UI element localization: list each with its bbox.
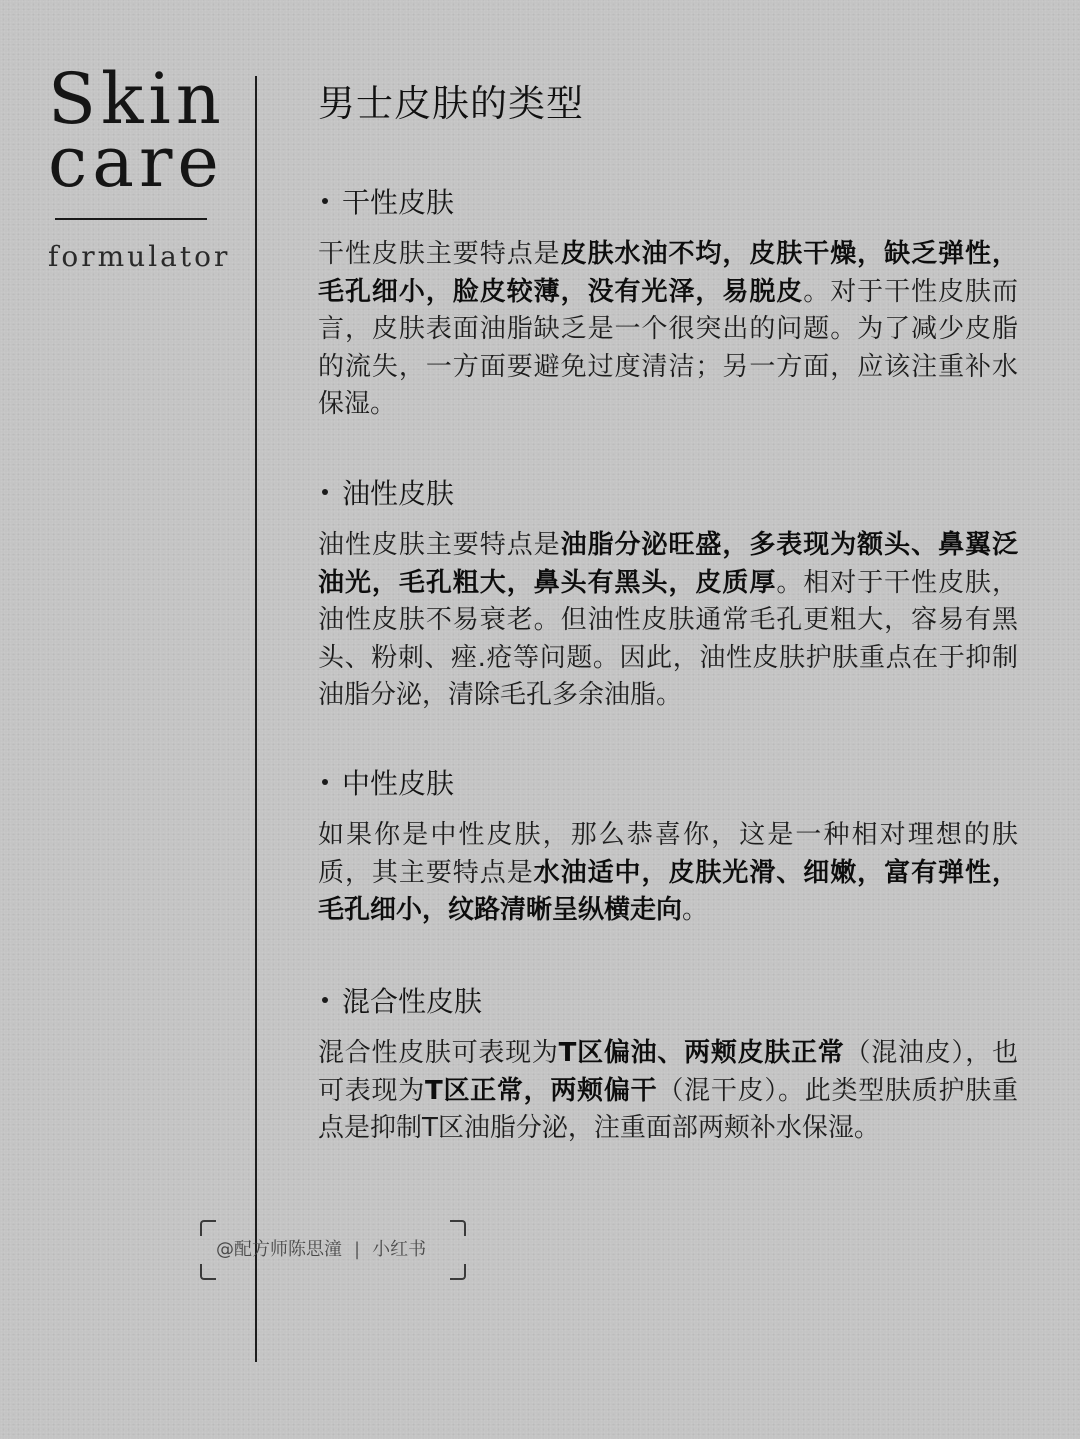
page-title: 男士皮肤的类型 — [318, 82, 584, 125]
body-emphasis: 水油适中，皮肤光滑、细嫩，富有弹性，毛孔细小，纹路清晰呈纵横走向 — [318, 857, 1018, 925]
section-heading-text: 油性皮肤 — [342, 477, 455, 510]
body-text: （混油皮），也可表现为 — [318, 1038, 1018, 1106]
watermark-text — [216, 1238, 426, 1262]
brand-underline — [55, 218, 207, 220]
section-body — [318, 1035, 1018, 1148]
body-text: 混合性皮肤可表现为 — [318, 1038, 559, 1068]
bullet-dot-icon — [322, 779, 328, 785]
watermark — [200, 1220, 466, 1280]
brand-subtitle: formulator — [48, 240, 231, 273]
body-text: 干性皮肤主要特点是 — [318, 239, 561, 269]
section-body — [318, 817, 1018, 930]
section-heading — [318, 183, 1018, 223]
bullet-dot-icon — [322, 997, 328, 1003]
brand-logo — [48, 58, 231, 273]
bullet-dot-icon — [322, 198, 328, 204]
body-emphasis: 油脂分泌旺盛，多表现为额头、鼻翼泛油光，毛孔粗大，鼻头有黑头，皮质厚 — [318, 530, 1018, 598]
body-text: 油性皮肤主要特点是 — [318, 530, 561, 560]
section-heading-text: 中性皮肤 — [342, 767, 455, 800]
bullet-dot-icon — [322, 489, 328, 495]
watermark-author: @配方师陈思潼 — [216, 1239, 342, 1260]
body-emphasis: 皮肤水油不均，皮肤干燥，缺乏弹性，毛孔细小，脸皮较薄，没有光泽，易脱皮 — [318, 239, 1018, 307]
body-text: （混干皮）。此类型肤质护肤重点是抑制T区油脂分泌，注重面部两颊补水保湿。 — [318, 1075, 1018, 1143]
section-heading — [318, 764, 1018, 804]
body-text: 。对于干性皮肤而言，皮肤表面油脂缺乏是一个很突出的问题。为了减少皮脂的流失，一方面要避免过度清洁；另一方面，应该注重补水保湿。 — [318, 276, 1018, 419]
section-body — [318, 236, 1018, 424]
body-text: 如果你是中性皮肤，那么恭喜你，这是一种相对理想的肤质，其主要特点是 — [318, 820, 1018, 888]
body-text: 。 — [682, 895, 709, 925]
body-text: 。相对于干性皮肤，油性皮肤不易衰老。但油性皮肤通常毛孔更粗大，容易有黑头、粉刺、痤.疮等问题。因此，油性皮肤护肤重点在于抑制油脂分泌，清除毛孔多余油脂。 — [318, 567, 1018, 710]
section-dry-skin — [318, 183, 1018, 424]
bracket-corner-icon — [450, 1264, 466, 1280]
section-body — [318, 527, 1018, 715]
bracket-corner-icon — [200, 1220, 216, 1236]
section-heading — [318, 982, 1018, 1022]
vertical-divider — [255, 76, 257, 1362]
bracket-corner-icon — [200, 1264, 216, 1280]
section-normal-skin — [318, 764, 1018, 930]
section-heading — [318, 474, 1018, 514]
watermark-separator: | — [354, 1239, 361, 1260]
bracket-corner-icon — [450, 1220, 466, 1236]
watermark-platform: 小红书 — [372, 1239, 427, 1260]
body-emphasis: T区偏油、两颊皮肤正常 — [558, 1038, 845, 1068]
section-combination-skin — [318, 982, 1018, 1148]
body-emphasis: T区正常，两颊偏干 — [424, 1075, 658, 1106]
section-heading-text: 干性皮肤 — [342, 186, 455, 219]
section-oily-skin — [318, 474, 1018, 715]
brand-word-care: care — [48, 121, 224, 203]
brand-word-skin: Skin — [48, 58, 226, 140]
section-heading-text: 混合性皮肤 — [342, 985, 483, 1018]
